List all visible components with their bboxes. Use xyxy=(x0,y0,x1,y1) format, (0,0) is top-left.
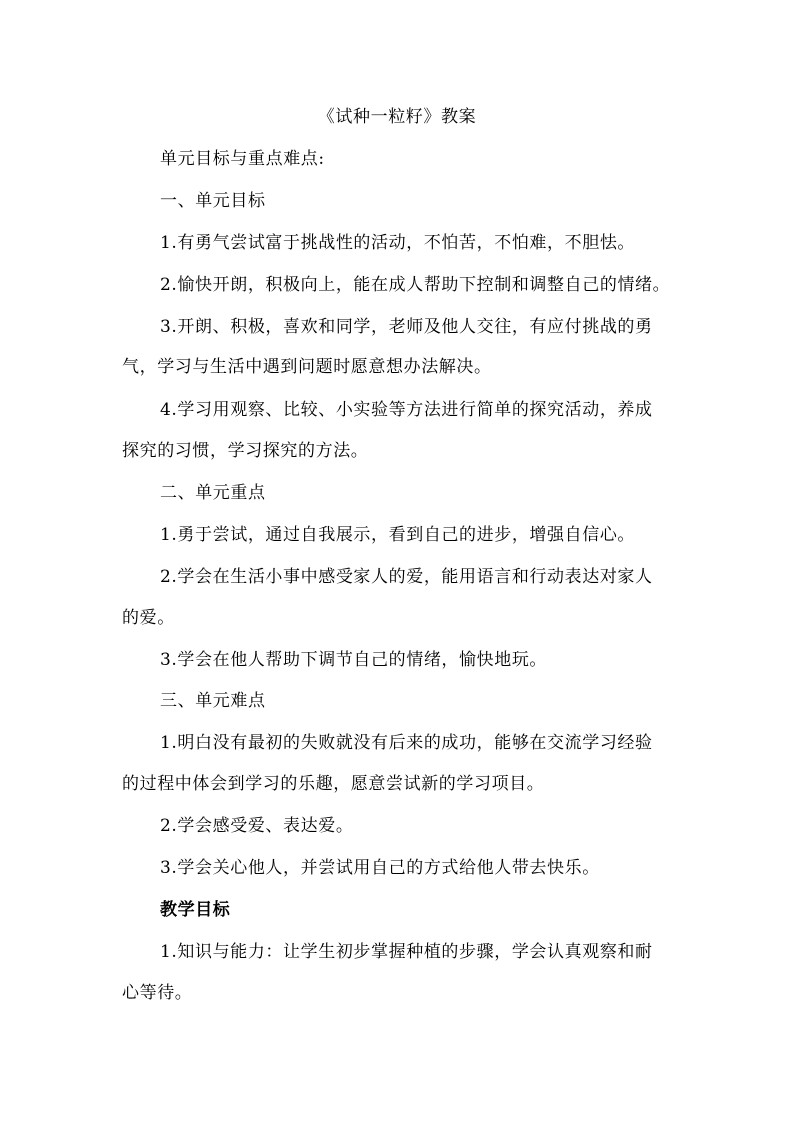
section-heading-unit-goals: 一、单元目标 xyxy=(160,191,266,211)
paragraph-line: 1.有勇气尝试富于挑战性的活动，不怕苦，不怕难，不胆怯。 xyxy=(160,233,636,253)
paragraph-line: 气，学习与生活中遇到问题时愿意想办法解决。 xyxy=(122,357,492,377)
paragraph-line: 1.明白没有最初的失败就没有后来的成功，能够在交流学习经验 xyxy=(160,733,653,753)
paragraph-line: 4.学习用观察、比较、小实验等方法进行简单的探究活动，养成 xyxy=(160,400,653,420)
paragraph-line: 探究的习惯，学习探究的方法。 xyxy=(122,441,369,461)
paragraph-line: 的过程中体会到学习的乐趣，愿意尝试新的学习项目。 xyxy=(122,774,545,794)
paragraph-line: 的爱。 xyxy=(122,608,175,628)
paragraph-line: 2.愉快开朗，积极向上，能在成人帮助下控制和调整自己的情绪。 xyxy=(160,275,671,295)
section-heading-teaching-goals: 教学目标 xyxy=(160,900,231,920)
paragraph-line: 3.开朗、积极，喜欢和同学，老师及他人交往，有应付挑战的勇 xyxy=(160,317,653,337)
paragraph-line: 2.学会在生活小事中感受家人的爱，能用语言和行动表达对家人 xyxy=(160,567,653,587)
paragraph-line: 1.知识与能力：让学生初步掌握种植的步骤，学会认真观察和耐 xyxy=(160,942,653,962)
paragraph-line: 3.学会关心他人，并尝试用自己的方式给他人带去快乐。 xyxy=(160,858,600,878)
section-heading-unit-keypoints: 二、单元重点 xyxy=(160,483,266,503)
section-heading-goals-and-keypoints: 单元目标与重点难点: xyxy=(160,149,325,169)
paragraph-line: 1.勇于尝试，通过自我展示，看到自己的进步，增强自信心。 xyxy=(160,525,636,545)
paragraph-line: 心等待。 xyxy=(122,983,193,1003)
paragraph-line: 2.学会感受爱、表达爱。 xyxy=(160,816,354,836)
section-heading-unit-difficulties: 三、单元难点 xyxy=(160,691,266,711)
paragraph-line: 3.学会在他人帮助下调节自己的情绪，愉快地玩。 xyxy=(160,650,548,670)
document-title: 《试种一粒籽》教案 xyxy=(317,107,477,127)
